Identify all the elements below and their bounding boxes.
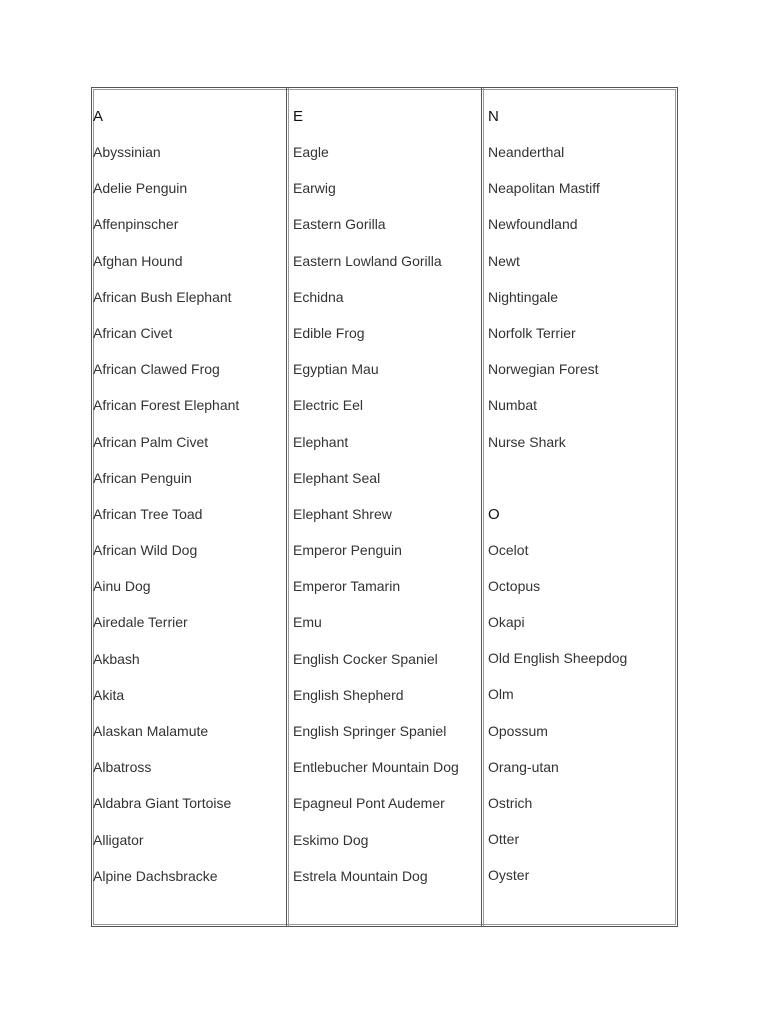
column-n-o bbox=[482, 88, 677, 926]
list-item: English Springer Spaniel bbox=[293, 723, 447, 739]
column-e bbox=[287, 88, 482, 926]
list-item: Echidna bbox=[293, 288, 344, 305]
list-item: Egyptian Mau bbox=[293, 361, 379, 378]
list-item: Estrela Mountain Dog bbox=[293, 867, 428, 884]
list-item: Opossum bbox=[488, 722, 548, 739]
list-item: Elephant Shrew bbox=[293, 505, 392, 522]
list-item: Adelie Penguin bbox=[93, 180, 188, 197]
letter-heading: O bbox=[488, 505, 500, 523]
list-item: Ainu Dog bbox=[93, 578, 151, 595]
list-item: Eastern Lowland Gorilla bbox=[293, 252, 442, 269]
list-item: Norfolk Terrier bbox=[488, 324, 576, 341]
list-item: Okapi bbox=[488, 614, 525, 631]
list-item: Octopus bbox=[488, 577, 541, 594]
list-item: Albatross bbox=[93, 759, 152, 776]
animal-list-a bbox=[93, 107, 283, 903]
letter-heading: N bbox=[488, 108, 499, 125]
list-item: Entlebucher Mountain Dog bbox=[293, 759, 459, 776]
list-item: English Cocker Spaniel bbox=[293, 650, 438, 667]
animal-list-n-o bbox=[488, 107, 673, 903]
list-item: Emperor Tamarin bbox=[293, 578, 401, 595]
list-item: African Palm Civet bbox=[93, 433, 209, 450]
list-item: Nightingale bbox=[488, 288, 559, 305]
list-item: Eagle bbox=[293, 144, 329, 160]
section-spacer bbox=[488, 469, 673, 505]
list-item: African Forest Elephant bbox=[93, 397, 240, 414]
list-item: Edible Frog bbox=[293, 324, 365, 341]
list-item: Affenpinscher bbox=[93, 216, 179, 233]
list-item: Earwig bbox=[293, 180, 336, 197]
list-item: Epagneul Pont Audemer bbox=[293, 795, 445, 812]
list-item: Electric Eel bbox=[293, 397, 364, 414]
list-item: Emperor Penguin bbox=[293, 542, 402, 559]
list-item: African Wild Dog bbox=[93, 542, 198, 559]
list-item: Otter bbox=[488, 831, 520, 848]
letter-heading: A bbox=[93, 108, 104, 125]
list-item: Nurse Shark bbox=[488, 433, 566, 450]
list-item: Eskimo Dog bbox=[293, 831, 369, 848]
list-item: Eastern Gorilla bbox=[293, 216, 386, 233]
list-item: Alaskan Malamute bbox=[93, 723, 209, 739]
list-item: Elephant Seal bbox=[293, 469, 381, 486]
list-item: Newfoundland bbox=[488, 216, 578, 233]
list-item: Airedale Terrier bbox=[93, 614, 188, 631]
list-item: Norwegian Forest bbox=[488, 361, 599, 378]
list-item: Alligator bbox=[93, 831, 144, 848]
list-item: Ocelot bbox=[488, 541, 529, 558]
list-item: Olm bbox=[488, 686, 514, 703]
list-item: Alpine Dachsbracke bbox=[93, 867, 218, 884]
animal-index-table bbox=[91, 87, 678, 927]
list-item: Akita bbox=[93, 686, 125, 703]
list-item: Old English Sheepdog bbox=[488, 650, 628, 667]
list-item: Afghan Hound bbox=[93, 252, 183, 269]
list-item: Abyssinian bbox=[93, 144, 161, 160]
list-item: African Clawed Frog bbox=[93, 361, 220, 378]
list-item: Ostrich bbox=[488, 795, 533, 811]
column-a bbox=[92, 88, 287, 926]
list-item: Neapolitan Mastiff bbox=[488, 180, 600, 197]
letter-heading: E bbox=[293, 108, 304, 125]
list-item: African Civet bbox=[93, 324, 173, 341]
list-item: Numbat bbox=[488, 397, 538, 414]
list-item: Neanderthal bbox=[488, 144, 565, 160]
list-item: Elephant bbox=[293, 433, 349, 450]
list-item: African Tree Toad bbox=[93, 505, 203, 522]
list-item: African Bush Elephant bbox=[93, 288, 232, 305]
animal-list-e bbox=[293, 107, 478, 903]
list-item: Orang-utan bbox=[488, 758, 559, 775]
list-item: Oyster bbox=[488, 867, 530, 884]
list-item: Newt bbox=[488, 252, 520, 269]
list-item: Emu bbox=[293, 614, 322, 631]
list-item: Aldabra Giant Tortoise bbox=[93, 795, 232, 812]
list-item: English Shepherd bbox=[293, 686, 404, 703]
list-item: Akbash bbox=[93, 650, 140, 667]
list-item: African Penguin bbox=[93, 469, 192, 486]
